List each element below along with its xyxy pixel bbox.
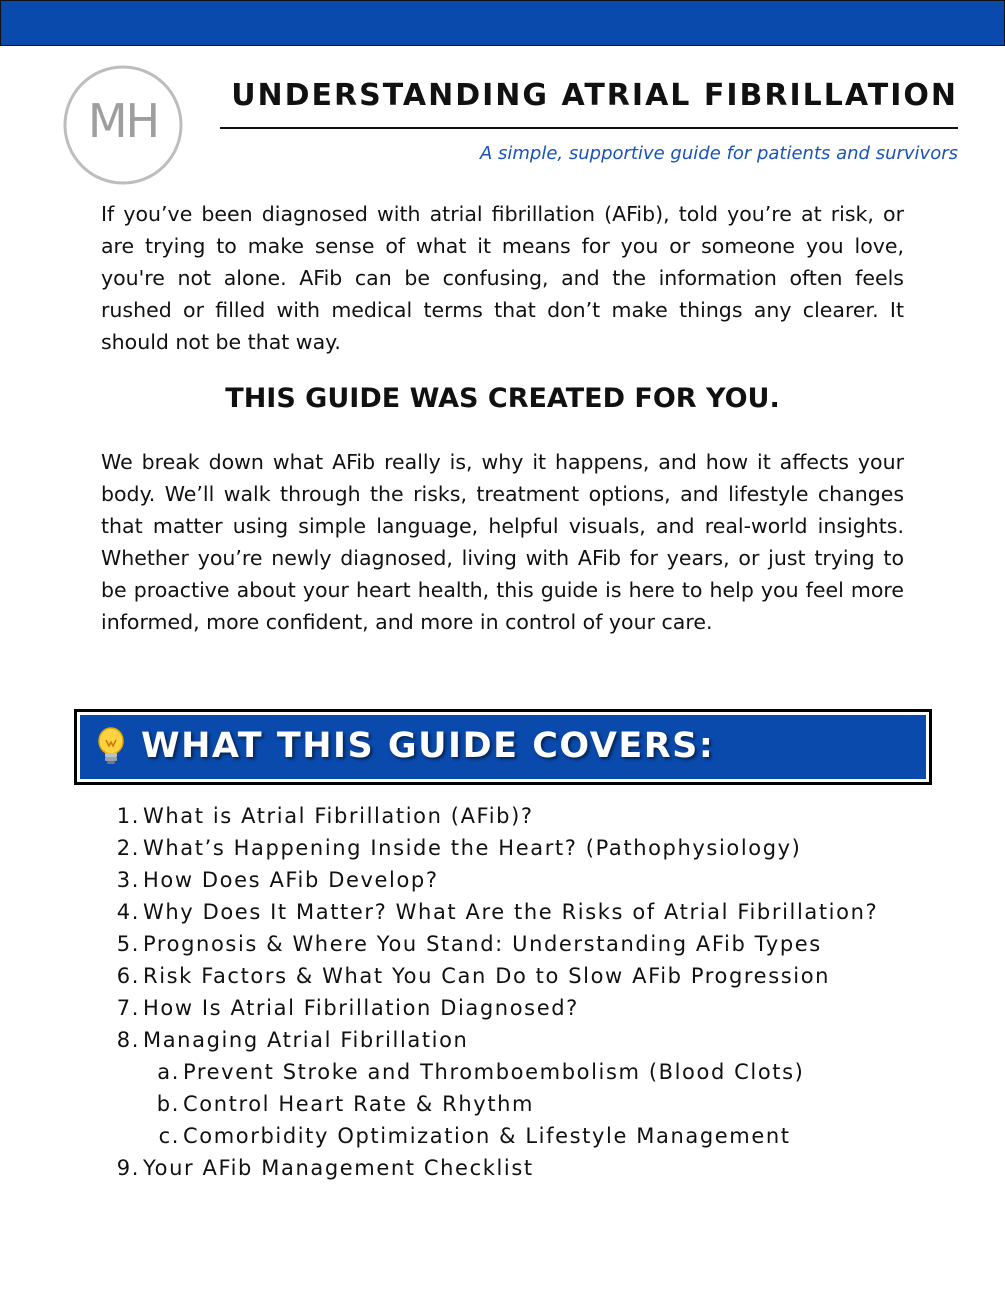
list-item (110, 800, 970, 832)
list-item (110, 960, 970, 992)
list-item-text: Prognosis & Where You Stand: Understanding AFib Types (143, 932, 822, 956)
mh-logo (63, 65, 183, 185)
list-item (110, 864, 970, 896)
sub-list-item-letter: b. (156, 1092, 180, 1116)
page-title: UNDERSTANDING ATRIAL FIBRILLATION (231, 78, 958, 113)
list-item (110, 832, 970, 864)
guide-covers-banner (74, 709, 932, 785)
sub-list-item (110, 1056, 970, 1088)
page-subtitle: A simple, supportive guide for patients and survivors (479, 143, 958, 164)
callout-heading: THIS GUIDE WAS CREATED FOR YOU. (225, 383, 780, 414)
sub-list-item-text: Control Heart Rate & Rhythm (183, 1092, 535, 1116)
logo-letters: MH (87, 94, 159, 148)
covers-heading: WHAT THIS GUIDE COVERS: (141, 726, 715, 766)
list-item-number: 5. (116, 932, 140, 956)
title-divider (220, 127, 958, 129)
sub-list-item-letter: a. (157, 1060, 180, 1084)
list-item-number: 3. (116, 868, 140, 892)
list-item (110, 928, 970, 960)
list-item-number: 4. (116, 900, 140, 924)
body-paragraph: We break down what AFib really is, why it happens, and how it affects your body. We’ll walk through the risks, treatment options, and lifestyle changes that matter using simple language, helpful visuals, and real-world insights. Whether you’re newly diagnosed, living with AFib for years, or just trying to be proactive about your heart health, this guide is here to help you feel more informed, more confident, and more in control of your care. (101, 450, 904, 634)
list-item (110, 1024, 970, 1056)
list-item-number: 9. (116, 1156, 140, 1180)
list-item-text: How Does AFib Develop? (143, 868, 439, 892)
list-item-number: 1. (116, 804, 140, 828)
sub-list-item (110, 1088, 970, 1120)
list-item-number: 6. (116, 964, 140, 988)
sub-list-item-letter: c. (158, 1124, 180, 1148)
list-item (110, 992, 970, 1024)
intro-paragraph: If you’ve been diagnosed with atrial fibrillation (AFib), told you’re at risk, or are trying to make sense of what it means for you or someone you love, you're not alone. AFib can be confusing, and the information often feels rushed or filled with medical terms that don’t make things any clearer. It should not be that way. (101, 202, 904, 354)
list-item-text: Risk Factors & What You Can Do to Slow AFib Progression (143, 964, 831, 988)
list-item-text: What’s Happening Inside the Heart? (Pathophysiology) (143, 836, 802, 860)
list-item (110, 896, 970, 928)
top-banner (0, 0, 1005, 46)
sub-list-item-text: Comorbidity Optimization & Lifestyle Management (183, 1124, 791, 1148)
list-item-text: Why Does It Matter? What Are the Risks of Atrial Fibrillation? (143, 900, 879, 924)
sub-list-item-text: Prevent Stroke and Thromboembolism (Blood Clots) (183, 1060, 805, 1084)
list-item (110, 1152, 970, 1184)
lightbulb-icon (94, 726, 128, 766)
list-item-text: How Is Atrial Fibrillation Diagnosed? (143, 996, 579, 1020)
list-item-text: Managing Atrial Fibrillation (143, 1028, 469, 1052)
list-item-text: Your AFib Management Checklist (143, 1156, 534, 1180)
sub-list-item (110, 1120, 970, 1152)
list-item-number: 8. (116, 1028, 140, 1052)
list-item-number: 2. (116, 836, 140, 860)
list-item-text: What is Atrial Fibrillation (AFib)? (143, 804, 534, 828)
contents-list (110, 800, 970, 1184)
list-item-number: 7. (116, 996, 140, 1020)
